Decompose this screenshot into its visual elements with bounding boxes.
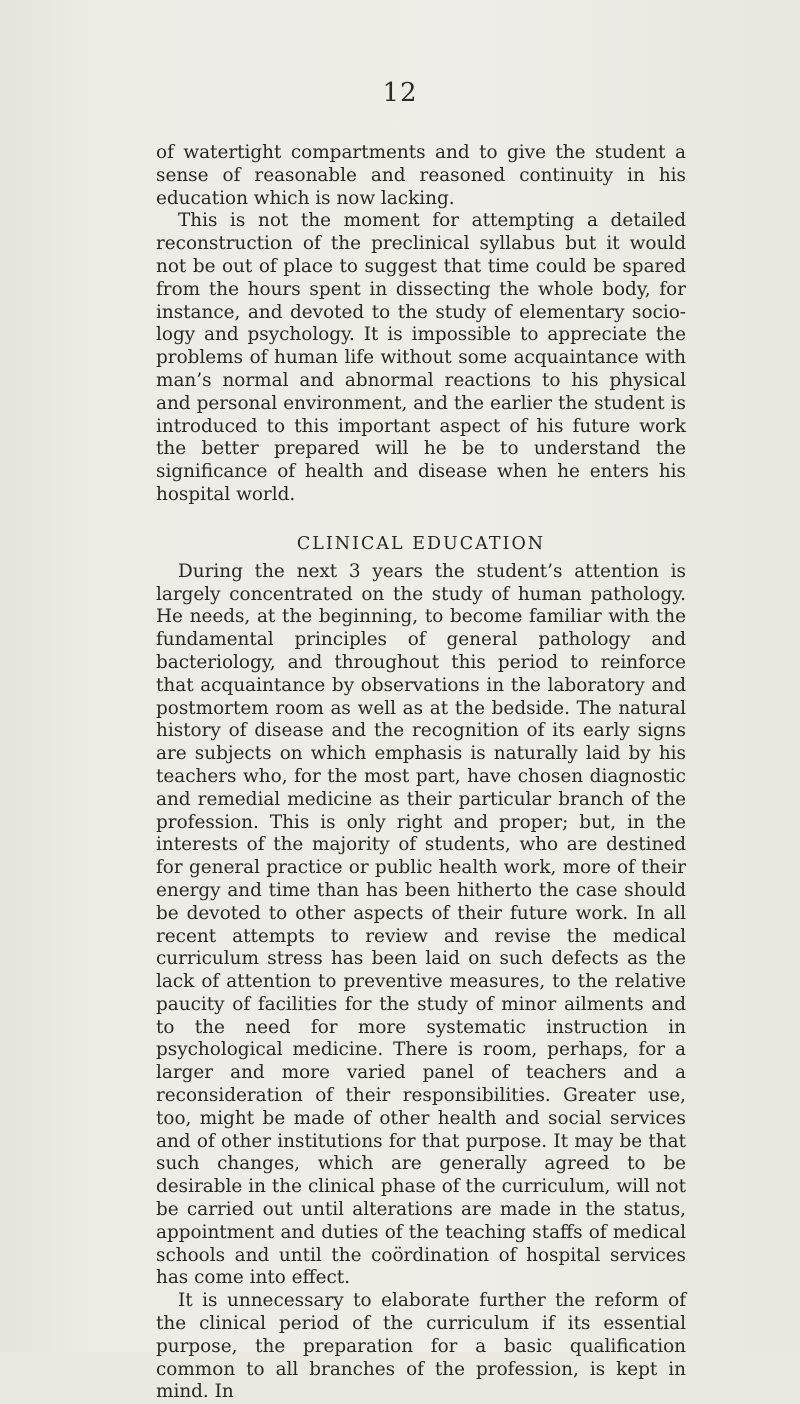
paragraph-reform: It is unnecessary to elaborate further the reform of the clinical period of the curriculum if its essential purpose, the preparation for a basic qualification common to all branches of the profession, is kept in mind. In — [156, 1290, 686, 1403]
paragraph-preclinical: This is not the moment for attempting a detailed reconstruction of the preclinical syllabus but it would not be out of place to suggest that time could be spared from the hours spent in dissecting the whole body, for instance, and devoted to the study of elementary sociology and psychology. It is impossible to appreciate the problems of human life without some acquaintance with man’s normal and abnormal reactions to his physical and personal environment, and the earlier the student is introduced to this important aspect of his future work the better prepared will he be to understand the significance of health and disease when he enters his hospital world. — [156, 210, 686, 505]
body-text — [156, 142, 686, 1404]
section-heading: CLINICAL EDUCATION — [296, 533, 546, 554]
paragraph-clinical-education: During the next 3 years the student’s attention is largely concentrated on the study of human pathology. He needs, at the beginning, to become familiar with the fundamental principles of general pathology and bacteriology, and throughout this period to reinforce that acquaintance by observations in the laboratory and postmortem room as well as at the bedside. The natural history of disease and the recognition of its early signs are subjects on which emphasis is naturally laid by his teachers who, for the most part, have chosen diagnostic and remedial medicine as their particular branch of the profession. This is only right and proper; but, in the interests of the majority of students, who are destined for general practice or public health work, more of their energy and time than has been hitherto the case should be devoted to other aspects of their future work. In all recent attempts to review and revise the medical curriculum stress has been laid on such defects as the lack of attention to preventive measures, to the relative paucity of facilities for the study of minor ailments and to the need for more systematic instruction in psychological medicine. There is room, perhaps, for a larger and more varied panel of teachers and a reconsideration of their responsibilities. Greater use, too, might be made of other health and social services and of other institutions for that purpose. It may be that such changes, which are generally agreed to be desirable in the clinical phase of the curriculum, will not be carried out until alterations are made in the status, appointment and duties of the teaching staffs of medical schools and until the coördination of hospital services has come into effect. — [156, 560, 686, 1289]
paragraph-continued: of watertight compartments and to give the student a sense of reasonable and reasoned continuity in his education which is now lacking. — [156, 142, 686, 209]
page-number: 12 — [382, 78, 418, 108]
